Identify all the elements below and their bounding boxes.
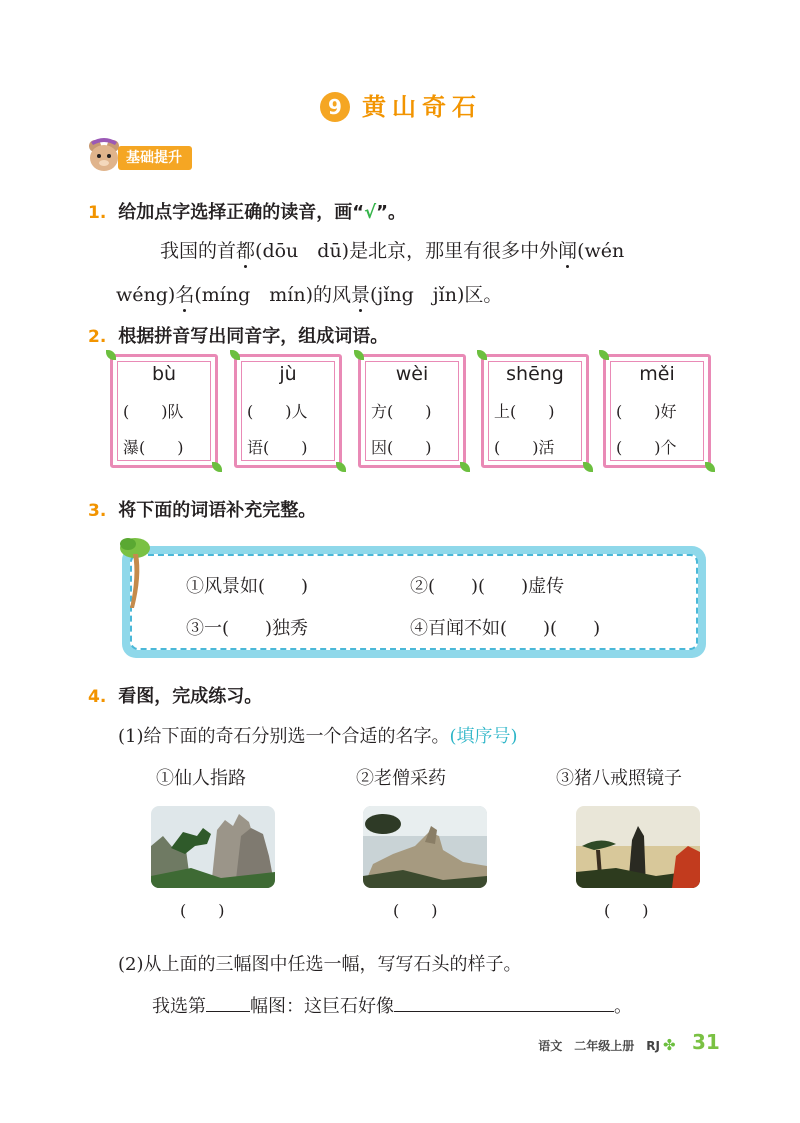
leaf-decoration-icon [106,350,116,360]
stone-name-option-1: ①仙人指路 [156,768,246,789]
question-number: 4. [88,687,107,707]
card-blank-row-1[interactable]: 方( ) [371,402,432,421]
question-instruction: 看图，完成练习。 [118,686,263,707]
card-blank-row-2[interactable]: 瀑( ) [123,438,184,457]
text-segment: (jǐng jǐn)区。 [370,284,503,306]
leaf-decoration-icon [477,350,487,360]
section-badge: 基础提升 [118,146,192,170]
instruction-text-end: ”。 [376,202,406,223]
card-blank-row-2[interactable]: 语( ) [247,438,308,457]
q1-paragraph-line-2 [116,280,502,307]
text-segment: 我国的首 [160,240,237,262]
pinyin-card-mei [603,354,711,468]
photo-1-answer-blank[interactable]: ( ) [180,901,225,920]
photo-2-answer-blank[interactable]: ( ) [393,901,438,920]
text-segment: 我选第 [152,996,206,1017]
pinyin-card-sheng [481,354,589,468]
tree-decoration-icon [118,536,152,610]
leaf-decoration-icon [460,462,470,472]
pinyin-card-wei [358,354,466,468]
question-number: 3. [88,501,107,521]
check-mark: √ [364,202,377,223]
card-blank-row-1[interactable]: ( )好 [616,402,677,421]
q4-fill-sentence [152,992,632,1018]
question-2-heading [88,322,388,348]
part-text: (1)给下面的奇石分别选一个合适的名字。 [118,726,450,747]
question-4-heading [88,682,262,708]
card-blank-row-2[interactable]: 因( ) [371,438,432,457]
q4-part-2: (2)从上面的三幅图中任选一幅，写写石头的样子。 [118,954,522,975]
rock-photo-1 [151,806,275,888]
card-pinyin: wèi [395,363,429,385]
rock-photo-3 [576,806,700,888]
dotted-character: 景 [351,284,371,306]
text-segment: (dōu dū)是北京，那里有很多中外 [255,240,559,262]
idiom-item-2[interactable]: ②( )( )虚传 [410,576,565,597]
card-blank-row-1[interactable]: ( )队 [123,402,184,421]
leaf-decoration-icon [212,462,222,472]
question-instruction: 将下面的词语补充完整。 [118,500,317,521]
card-blank-row-2[interactable]: ( )个 [616,438,677,457]
rock-photo-2 [363,806,487,888]
card-blank-row-1[interactable]: ( )人 [247,402,308,421]
pinyin-card-ju [234,354,342,468]
q4-part-1 [118,722,518,748]
photo-3-answer-blank[interactable]: ( ) [604,901,649,920]
clover-icon: ✤ [663,1036,676,1054]
card-blank-row-1[interactable]: 上( ) [494,402,555,421]
instruction-text: 给加点字选择正确的读音，画“ [118,202,365,223]
idiom-item-4[interactable]: ④百闻不如( )( ) [410,618,601,639]
question-instruction [118,198,406,224]
text-segment: wéng) [116,284,176,306]
question-3-heading [88,496,316,522]
picture-number-blank[interactable] [206,993,250,1012]
q1-paragraph-line-1 [160,236,624,263]
card-pinyin: shēng [506,363,564,385]
text-segment: (míng mín)的风 [194,284,351,306]
dotted-character: 闻 [558,240,578,262]
card-pinyin: bù [151,363,177,385]
fill-number-hint: (填序号) [449,726,518,747]
idiom-item-3[interactable]: ③一( )独秀 [186,618,309,639]
pinyin-card-bu [110,354,218,468]
description-blank[interactable] [394,993,614,1012]
idiom-item-1[interactable]: ①风景如( ) [186,576,309,597]
page-number: 31 [692,1030,720,1054]
question-instruction: 根据拼音写出同音字，组成词语。 [118,326,389,347]
card-blank-row-2[interactable]: ( )活 [494,438,555,457]
leaf-decoration-icon [705,462,715,472]
footer-book-info: 语文 二年级上册 RJ [538,1039,660,1053]
question-number: 2. [88,327,107,347]
leaf-decoration-icon [230,350,240,360]
stone-name-option-3: ③猪八戒照镜子 [556,768,682,789]
lesson-number-badge: 9 [320,92,350,122]
leaf-decoration-icon [354,350,364,360]
leaf-decoration-icon [599,350,609,360]
stone-name-option-2: ②老僧采药 [356,768,446,789]
lesson-title: 黄山奇石 [362,93,482,121]
text-segment: (wén [577,240,625,262]
dotted-character: 都 [236,240,256,262]
text-segment: 幅图：这巨石好像 [250,996,394,1017]
question-number: 1. [88,203,107,223]
card-pinyin: jù [279,363,297,385]
text-segment: 。 [614,996,632,1017]
leaf-decoration-icon [583,462,593,472]
question-1-heading [88,198,406,224]
dotted-character: 名 [175,284,195,306]
leaf-decoration-icon [336,462,346,472]
card-pinyin: měi [639,363,675,385]
